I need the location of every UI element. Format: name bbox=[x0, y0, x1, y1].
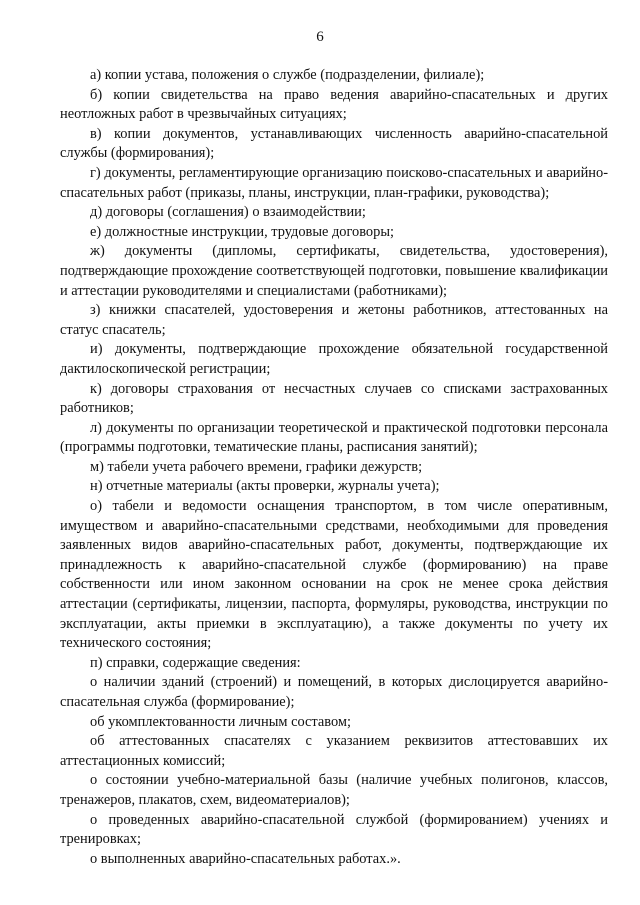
list-item-v: в) копии документов, устанавливающих численность аварийно-спасательной службы (формирования); bbox=[60, 125, 608, 162]
info-item-completed-works: о выполненных аварийно-спасательных работах.». bbox=[90, 850, 401, 867]
list-item-d: д) договоры (соглашения) о взаимодействии; bbox=[90, 204, 366, 221]
list-item-g: г) документы, регламентирующие организацию поисково-спасательных и аварийно-спасательных работ (приказы, планы, инструкции, план-графики, руководства); bbox=[60, 164, 608, 201]
page-number: 6 bbox=[316, 29, 324, 45]
list-item-e: е) должностные инструкции, трудовые договоры; bbox=[90, 223, 394, 240]
list-item-p: п) справки, содержащие сведения: bbox=[90, 654, 301, 671]
info-item-certified-rescuers: об аттестованных спасателях с указанием реквизитов аттестовавших их аттестационных комиссий; bbox=[60, 733, 608, 769]
list-item-i: и) документы, подтверждающие прохождение обязательной государственной дактилоскопической регистрации; bbox=[60, 341, 608, 377]
list-item-k: к) договоры страхования от несчастных случаев со списками застрахованных работников; bbox=[60, 380, 608, 417]
list-item-a: а) копии устава, положения о службе (подразделении, филиале); bbox=[90, 67, 485, 83]
info-item-exercises: о проведенных аварийно-спасательной службой (формированием) учениях и тренировках; bbox=[60, 811, 608, 848]
document-body bbox=[60, 66, 608, 869]
list-item-b: б) копии свидетельства на право ведения аварийно-спасательных и других неотложных работ в чрезвычайных ситуациях; bbox=[60, 86, 608, 123]
info-item-staffing: об укомплектованности личным составом; bbox=[90, 713, 351, 730]
info-item-training-base: о состоянии учебно-материальной базы (наличие учебных полигонов, классов, тренажеров, плакатов, схем, видеоматериалов); bbox=[60, 772, 608, 808]
list-item-l: л) документы по организации теоретической и практической подготовки персонала (программы подготовки, тематические планы, расписания занятий); bbox=[60, 419, 608, 456]
list-item-z: з) книжки спасателей, удостоверения и жетоны работников, аттестованных на статус спасатель; bbox=[60, 302, 608, 338]
list-item-zh: ж) документы (дипломы, сертификаты, свидетельства, удостоверения), подтверждающие прохождение соответствующей подготовки, повышение квалификации и аттестации руководителями и специалистами (работниками); bbox=[60, 243, 608, 299]
list-item-m: м) табели учета рабочего времени, графики дежурств; bbox=[90, 458, 423, 475]
info-item-buildings: о наличии зданий (строений) и помещений, в которых дислоцируется аварийно-спасательная служба (формирование); bbox=[60, 674, 608, 710]
list-item-n: н) отчетные материалы (акты проверки, журналы учета); bbox=[90, 478, 440, 495]
list-item-o: о) табели и ведомости оснащения транспортом, в том числе оперативным, имуществом и аварийно-спасательными средствами, необходимыми для проведения заявленных видов аварийно-спасательных работ, документы, подтверждающие их принадлежность к аварийно-спасательной службе (формированию) на праве собственности или ином законном основании на срок не менее срока действия аттестации (сертификаты, лицензии, паспорта, формуляры, руководства, инструкции по эксплуатации, акты приемки в эксплуатацию), а также документы по учету их технического состояния; bbox=[60, 498, 608, 652]
